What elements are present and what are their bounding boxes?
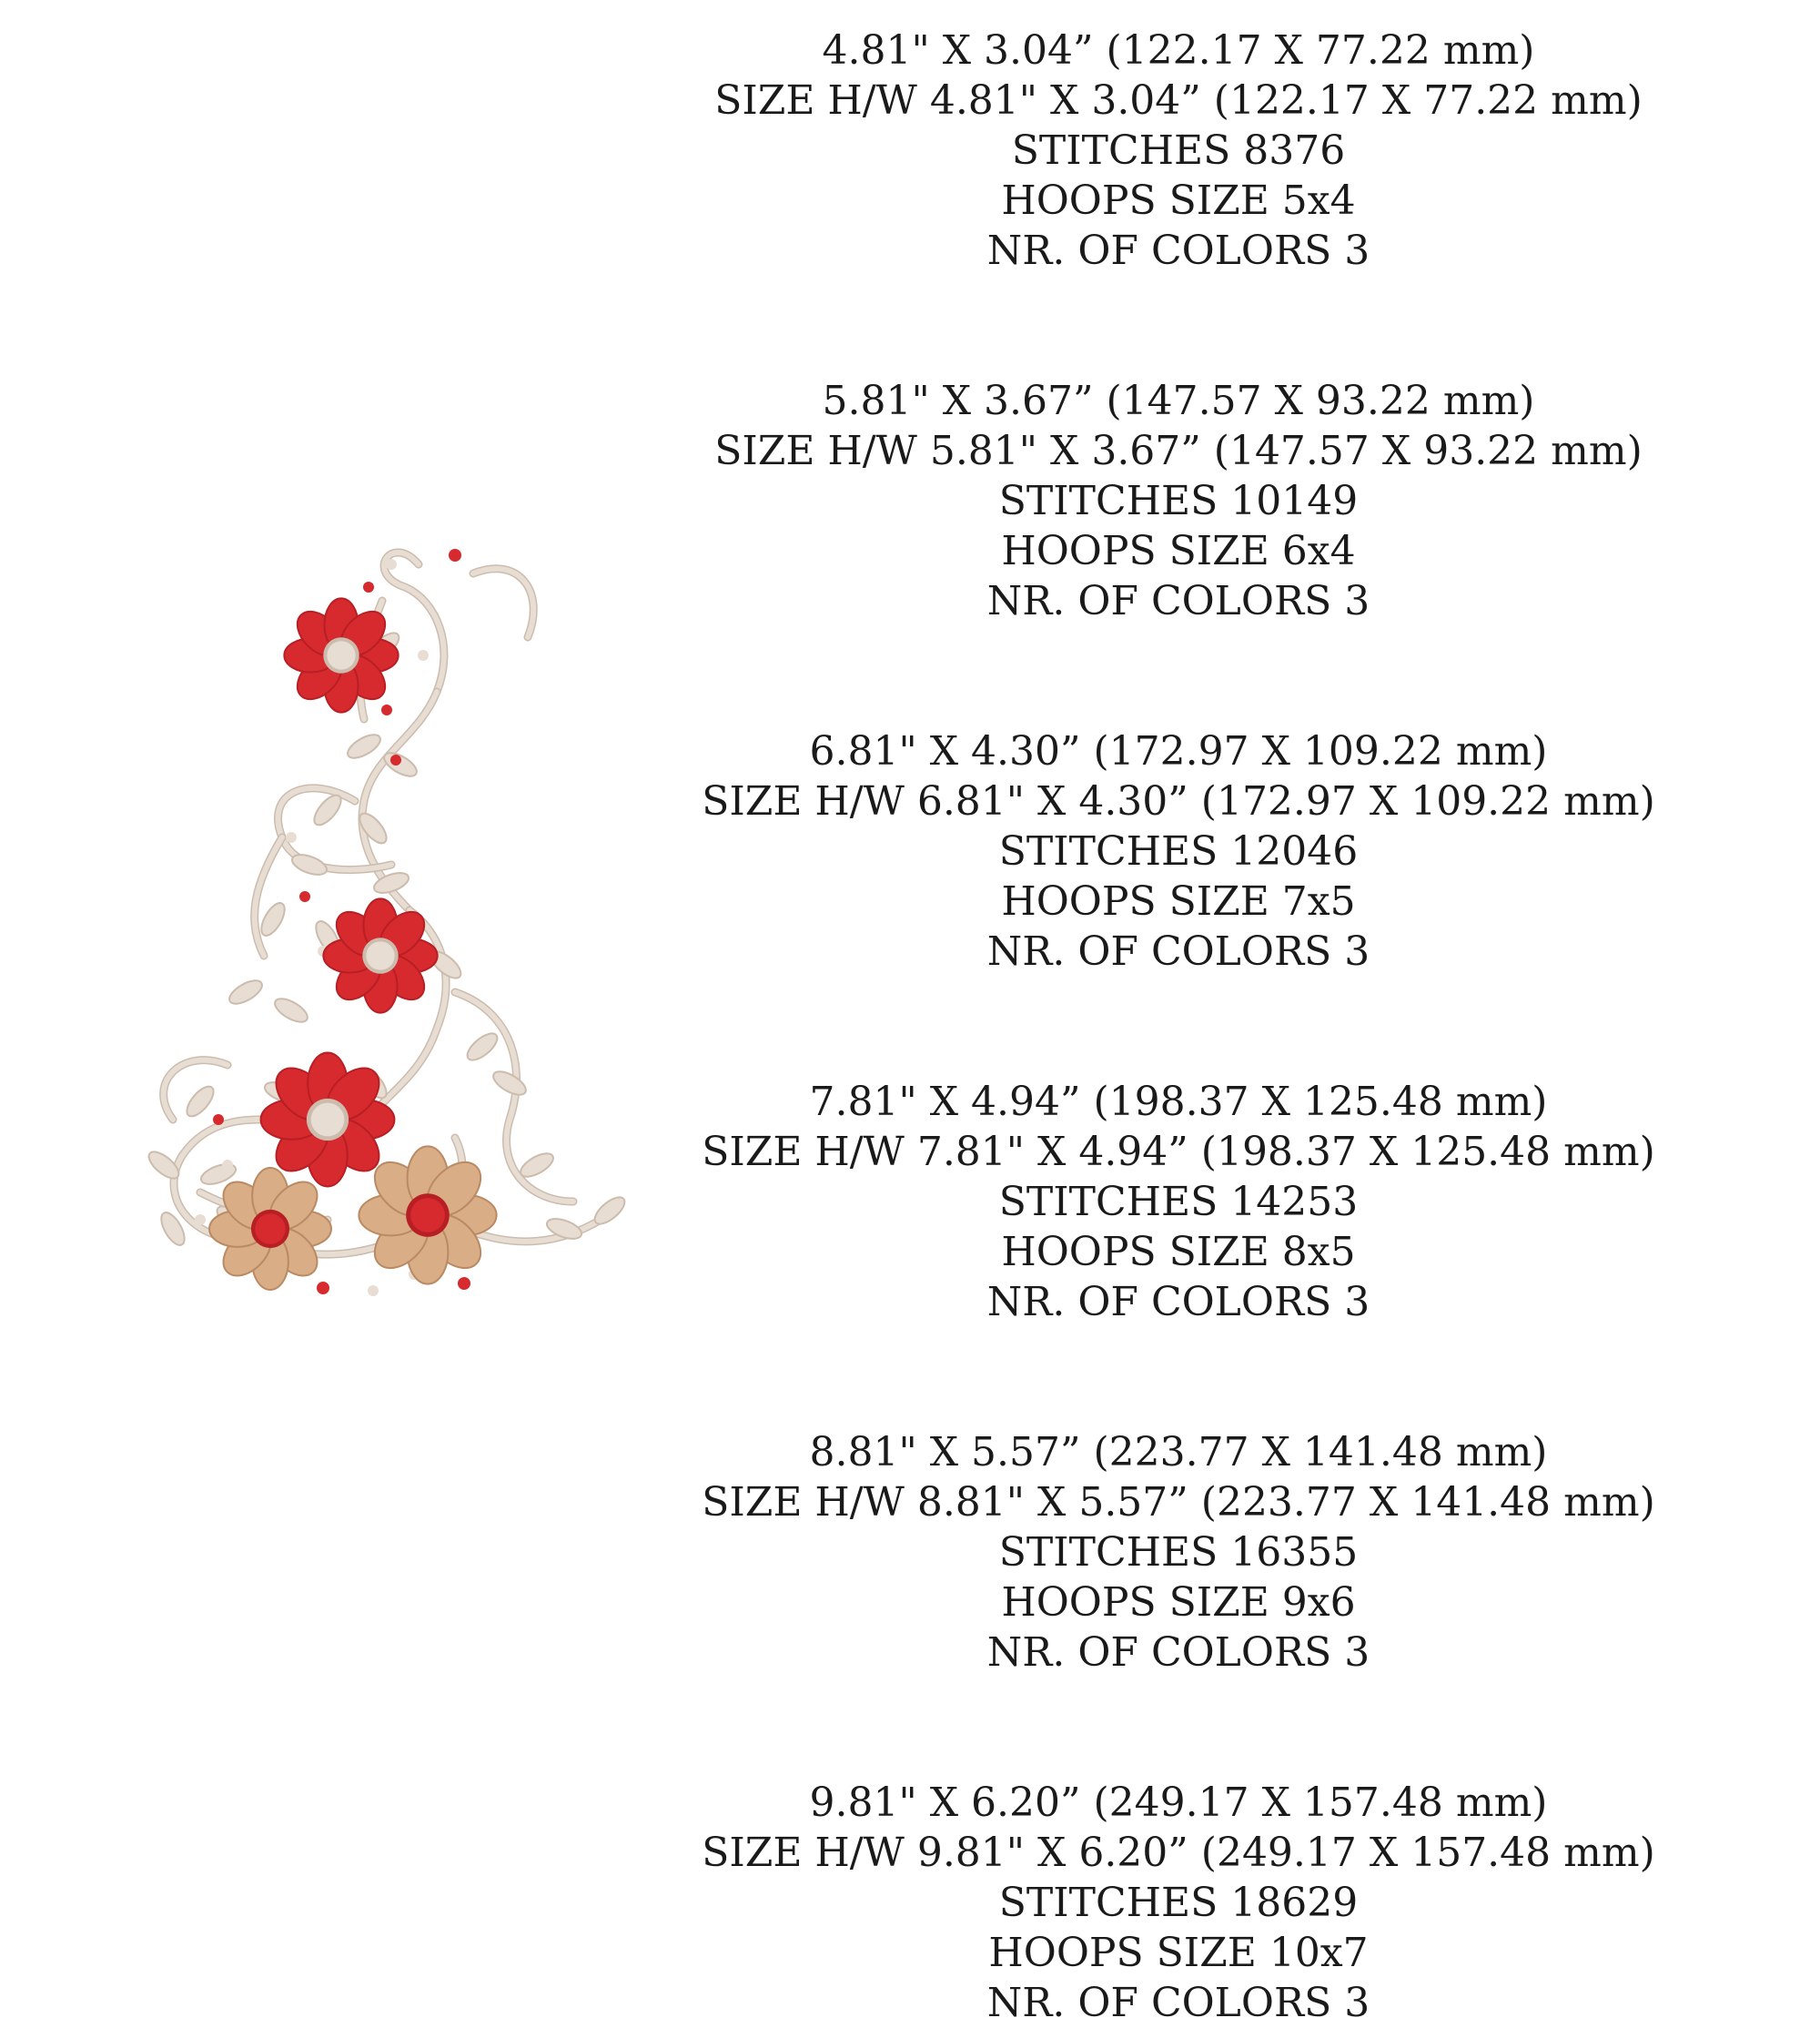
leaf (271, 994, 311, 1027)
flower-center (327, 641, 355, 669)
flower-center (255, 1213, 285, 1243)
spec-colors: NR. OF COLORS 3 (986, 1629, 1370, 1676)
spec-stitches: STITCHES 14253 (998, 1179, 1359, 1225)
spec-hoop-size: HOOPS SIZE 9x6 (1001, 1579, 1356, 1626)
stitch-dot (222, 1160, 233, 1171)
spec-stitches: STITCHES 16355 (998, 1529, 1359, 1576)
spec-size-hw: SIZE H/W 9.81" X 6.20” (249.17 X 157.48 mm) (702, 1830, 1655, 1876)
flower-center (311, 1103, 345, 1137)
spec-dimensions: 6.81" X 4.30” (172.97 X 109.22 mm) (809, 728, 1548, 775)
stitch-dot (317, 1282, 329, 1294)
stitch-dot (213, 1114, 224, 1125)
size-specifications (673, 25, 1684, 2028)
stitch-dot (363, 582, 374, 593)
spec-dimensions: 9.81" X 6.20” (249.17 X 157.48 mm) (809, 1780, 1548, 1826)
spec-stitches: STITCHES 12046 (998, 828, 1359, 875)
leaf (517, 1149, 557, 1181)
spec-stitches: STITCHES 10149 (998, 478, 1359, 524)
spec-hoop-size: HOOPS SIZE 5x4 (1001, 177, 1356, 224)
spec-colors: NR. OF COLORS 3 (986, 228, 1370, 274)
stem-swirl-highlight (384, 553, 444, 692)
red-flower-lower (261, 1053, 395, 1187)
spec-dimensions: 4.81" X 3.04” (122.17 X 77.22 mm) (822, 27, 1535, 74)
spec-block-2 (673, 376, 1684, 626)
spec-hoop-size: HOOPS SIZE 10x7 (988, 1930, 1369, 1976)
leaf (289, 851, 329, 879)
leaf (344, 730, 384, 763)
leaf (226, 976, 266, 1009)
spec-dimensions: 8.81" X 5.57” (223.77 X 141.48 mm) (809, 1429, 1548, 1475)
spec-size-hw: SIZE H/W 7.81" X 4.94” (198.37 X 125.48 mm) (702, 1129, 1655, 1175)
leaf (182, 1082, 218, 1120)
stitch-dot (368, 1285, 379, 1296)
stitch-dot (286, 832, 297, 843)
stitch-dot (458, 1277, 470, 1290)
spec-size-hw: SIZE H/W 4.81" X 3.04” (122.17 X 77.22 mm) (714, 77, 1643, 124)
stitch-dot (386, 559, 397, 570)
stitch-dot (418, 650, 429, 661)
embroidery-design-preview (146, 537, 655, 1320)
spec-size-hw: SIZE H/W 8.81" X 5.57” (223.77 X 141.48 mm) (702, 1479, 1655, 1526)
spec-stitches: STITCHES 8376 (1011, 127, 1346, 174)
spec-block-6 (673, 1778, 1684, 2028)
stitch-dot (449, 549, 461, 562)
leaf (309, 791, 346, 829)
spec-colors: NR. OF COLORS 3 (986, 578, 1370, 624)
spec-block-1 (673, 25, 1684, 276)
flower-center (410, 1198, 445, 1232)
spec-size-hw: SIZE H/W 5.81" X 3.67” (147.57 X 93.22 mm) (714, 428, 1643, 474)
spec-hoop-size: HOOPS SIZE 6x4 (1001, 528, 1356, 574)
leaf (463, 1029, 501, 1065)
flower-center (366, 941, 394, 969)
stitch-dot (381, 705, 392, 715)
red-flower-middle (323, 898, 437, 1012)
spec-stitches: STITCHES 18629 (998, 1880, 1359, 1926)
tan-flower-right (359, 1146, 496, 1283)
red-flower-top (284, 598, 398, 712)
tan-flower-left (209, 1168, 331, 1290)
spec-hoop-size: HOOPS SIZE 7x5 (1001, 878, 1356, 925)
leaf (490, 1067, 530, 1100)
leaf (591, 1192, 629, 1229)
spec-dimensions: 7.81" X 4.94” (198.37 X 125.48 mm) (809, 1079, 1548, 1125)
stem-swirl-highlight (473, 569, 533, 637)
spec-block-5 (673, 1427, 1684, 1678)
spec-dimensions: 5.81" X 3.67” (147.57 X 93.22 mm) (822, 378, 1535, 424)
stitch-dot (299, 891, 310, 902)
stitch-dot (390, 755, 401, 766)
floral-corner-illustration (146, 537, 655, 1320)
spec-block-4 (673, 1077, 1684, 1327)
leaf (257, 899, 289, 939)
spec-colors: NR. OF COLORS 3 (986, 928, 1370, 975)
spec-colors: NR. OF COLORS 3 (986, 1279, 1370, 1325)
spec-colors: NR. OF COLORS 3 (986, 1980, 1370, 2026)
stitch-dot (195, 1214, 206, 1225)
spec-size-hw: SIZE H/W 6.81" X 4.30” (172.97 X 109.22 mm) (702, 778, 1655, 825)
leaf (380, 748, 420, 781)
spec-hoop-size: HOOPS SIZE 8x5 (1001, 1229, 1356, 1275)
spec-block-3 (673, 726, 1684, 977)
